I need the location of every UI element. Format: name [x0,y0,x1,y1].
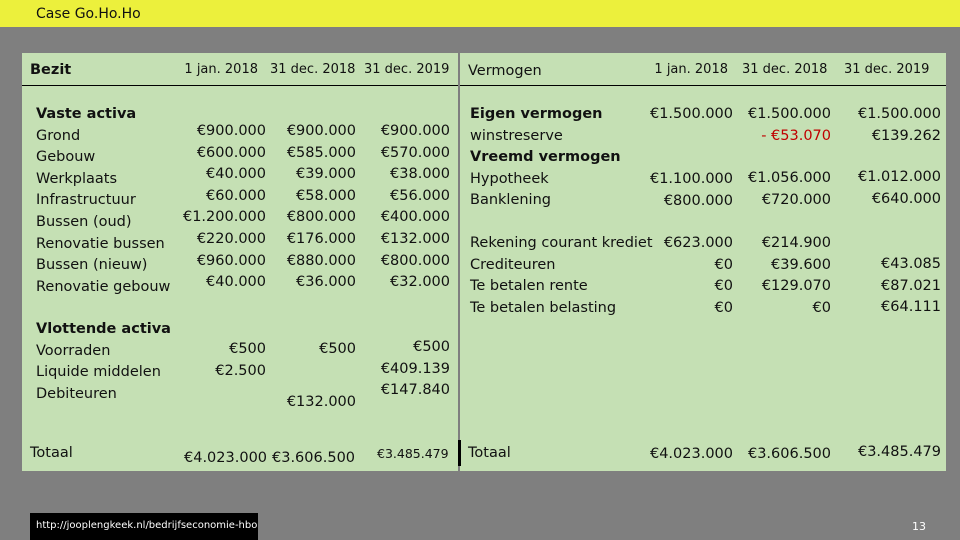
vermogen-c2-ev [740,104,831,147]
vreemd-vermogen-label: Vreemd vermogen [470,149,621,166]
bezit-totaal-2: €3.606.500 [272,450,356,466]
cell: €800.000 [380,252,450,269]
vlottende-activa-label: Vlottende activa [36,321,171,337]
vermogen-totaal-3: €3.485.479 [857,444,941,460]
cell: €129.070 [761,278,831,295]
cell: €132.000 [380,230,450,247]
cell: €36.000 [296,274,356,291]
vermogen-col-header-3: 31 dec. 2019 [844,62,930,77]
total-divider [458,440,461,466]
cell: €40.000 [206,274,266,291]
list-item: Hypotheek [470,170,549,187]
list-item: Renovatie bussen [36,235,165,252]
vaste-col-2 [270,121,356,294]
list-item: Rekening courant krediet [470,235,653,251]
vermogen-c1-kort [640,233,733,319]
list-item: Liquide middelen [36,364,161,381]
title-bar [0,0,960,27]
cell: €60.000 [206,187,266,204]
vlottende-col-3 [364,337,450,402]
vermogen-c3-kort [845,254,941,319]
list-item: Renovatie gebouw [36,278,171,295]
vermogen-header: Vermogen [468,63,542,79]
slide-title: Case Go.Ho.Ho [36,6,141,22]
vermogen-col-header-2: 31 dec. 2018 [742,62,828,77]
bezit-totaal-label: Totaal [30,445,73,461]
cell: €1.500.000 [747,106,831,122]
vermogen-c1-vv [640,169,733,212]
list-item: Crediteuren [470,256,556,273]
vermogen-totaal-1: €4.023.000 [649,446,733,462]
eigen-vermogen-label: Eigen vermogen [470,106,603,122]
cell: €600.000 [196,144,266,161]
cell: €64.111 [881,299,941,316]
cell: €39.600 [771,256,831,273]
cell: €640.000 [871,190,941,207]
bezit-totaal-1: €4.023.000 [184,450,268,466]
vaste-col-3 [364,121,450,294]
cell: €960.000 [196,252,266,269]
cell: €500 [229,341,266,357]
cell: €87.021 [881,277,941,294]
cell [270,361,356,383]
bezit-header: Bezit [30,62,72,78]
vermogen-totaal-label: Totaal [468,445,511,461]
cell neg: - €53.070 [761,127,831,144]
cell: €0 [812,299,831,316]
cell: €400.000 [380,209,450,226]
list-item: Grond [36,127,81,144]
footer-bar [30,513,258,540]
kort-vermogen-labels [470,233,653,319]
vermogen-totaal-2: €3.606.500 [747,446,831,462]
cell: €32.000 [390,274,450,291]
list-item: Gebouw [36,149,96,166]
list-item: Bussen (oud) [36,213,132,230]
cell: €38.000 [390,166,450,183]
vermogen-col-header-1: 1 jan. 2018 [654,62,728,77]
cell: €40.000 [206,166,266,183]
cell: €623.000 [663,235,733,251]
bezit-col-header-3: 31 dec. 2019 [364,62,450,77]
cell [170,382,266,404]
header-rule-right [460,85,946,86]
cell: €214.900 [761,235,831,251]
list-item: Te betalen rente [470,278,588,295]
cell: €409.139 [380,360,450,377]
list-item: Voorraden [36,342,111,359]
cell: €800.000 [286,209,356,226]
vaste-col-1 [170,121,266,294]
cell: €1.200.000 [182,209,266,226]
vermogen-c3-ev [845,104,941,147]
cell: €0 [714,256,733,273]
cell: €58.000 [296,187,356,204]
cell: €0 [714,278,733,295]
vlottende-col-1 [170,339,266,404]
vlottende-activa-labels [36,319,171,405]
list-item: Te betalen belasting [470,299,617,316]
vaste-activa-labels [36,104,170,298]
header-rule-left [22,85,458,86]
bezit-col-header-1: 1 jan. 2018 [184,62,258,77]
cell: €900.000 [286,123,356,139]
list-item: Bussen (nieuw) [36,257,148,274]
cell [640,126,733,148]
bezit-col-header-2: 31 dec. 2018 [270,62,356,77]
list-item: Infrastructuur [36,192,136,209]
cell: €2.500 [215,362,266,379]
cell: €1.012.000 [857,169,941,185]
cell: €570.000 [380,144,450,161]
list-item: Banklening [470,192,551,209]
vaste-activa-label: Vaste activa [36,106,137,122]
vermogen-labels [470,104,621,212]
cell: €1.500.000 [649,106,733,122]
cell: €585.000 [286,144,356,161]
bezit-totaal-3: €3.485.479 [377,446,449,461]
list-item: Debiteuren [36,385,117,402]
cell: €43.085 [881,256,941,272]
cell: €720.000 [761,191,831,208]
list-item: winstreserve [470,127,563,144]
cell: €800.000 [663,192,733,209]
vermogen-c1-ev [640,104,733,147]
list-item: Werkplaats [36,170,118,187]
cell: €0 [714,299,733,316]
cell: €500 [413,339,450,355]
cell: €500 [319,341,356,357]
vermogen-c3-vv [845,167,941,210]
cell: €1.500.000 [857,106,941,122]
cell: €132.000 [286,394,356,411]
footer-url-link[interactable]: http://jooplengkeek.nl/bedrijfseconomie-hbo [36,520,258,531]
cell: €220.000 [196,230,266,247]
cell: €139.262 [871,127,941,144]
vermogen-c2-kort [740,233,831,319]
vermogen-c2-vv [740,168,831,211]
cell: €56.000 [390,187,450,204]
page-number: 13 [912,520,926,533]
vlottende-col-2 [270,339,356,414]
cell: €39.000 [296,166,356,183]
cell: €880.000 [286,252,356,269]
cell: €900.000 [380,123,450,139]
cell: €147.840 [380,382,450,399]
cell: €1.100.000 [649,171,733,187]
cell: €176.000 [286,230,356,247]
cell: €900.000 [196,123,266,139]
cell: €1.056.000 [747,170,831,186]
